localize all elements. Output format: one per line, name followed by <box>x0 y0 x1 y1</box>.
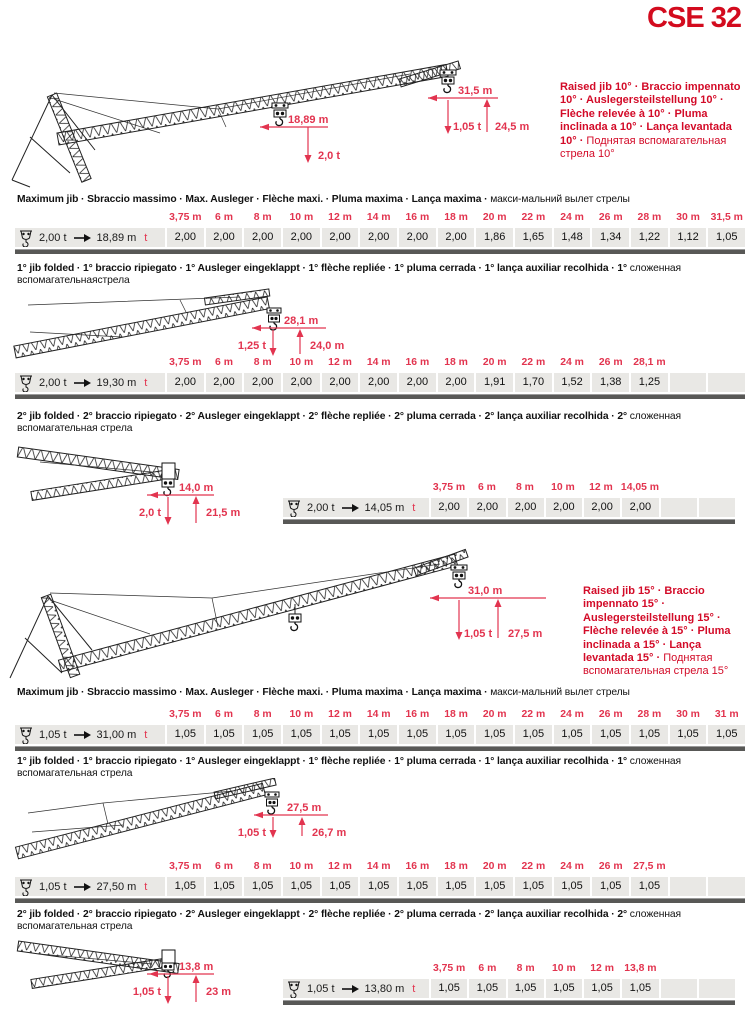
table-header-row <box>283 481 735 495</box>
arrow-right-icon <box>73 882 91 892</box>
max-load: 1,05 t <box>39 728 67 741</box>
table-row <box>15 877 745 896</box>
load-value: 1,05 <box>399 877 436 896</box>
hook-icon <box>19 374 33 392</box>
arrow-right-icon <box>73 233 91 243</box>
column-header: 8 m <box>253 709 272 720</box>
column-header: 10 m <box>552 963 576 974</box>
column-header: 16 m <box>405 212 430 223</box>
row-label <box>15 228 165 247</box>
column-header: 20 m <box>482 212 507 223</box>
column-header: 8 m <box>253 212 272 223</box>
heading-jib-folded-2-10: 2° jib folded · 2° braccio ripiegato · 2° Ausleger eingeklappt · 2° flèche repliée · 2° pluma cerrada · 2° lança auxiliar recolhida · 2° сложенная вспомагательная стрела <box>17 411 682 434</box>
note-latin: Raised jib 15° · Braccio impennato 15° · Auslegersteilstellung 15° · Flèche relevée à 15° · Pluma inclinada a 15° · Lança levantada 15° · <box>583 585 731 665</box>
tip-radius-label: 31,5 m <box>458 85 493 97</box>
column-header: 3,75 m <box>432 482 466 493</box>
column-header: 18 m <box>444 861 468 872</box>
max-load: 2,00 t <box>39 231 67 244</box>
page-title: CSE 32 <box>647 2 741 34</box>
tip-hook-icon <box>440 70 456 93</box>
radius-at-max-load: 13,80 m <box>364 982 405 995</box>
load-label: 1,05 t <box>237 827 266 839</box>
radius-at-max-load: 18,89 m <box>96 231 137 244</box>
column-header: 30 m <box>676 212 700 223</box>
column-header: 12 m <box>328 212 352 223</box>
row-label <box>15 725 165 744</box>
hook-icon <box>162 963 174 977</box>
column-header: 20 m <box>482 709 507 720</box>
column-header: 27,5 m <box>633 861 666 872</box>
height-label: 21,5 m <box>206 507 241 519</box>
hook-icon <box>287 980 301 998</box>
raised-jib-10-note <box>560 81 748 161</box>
load-value: 1,05 <box>631 725 668 744</box>
table-divider-bar <box>15 249 745 254</box>
row-label <box>283 979 429 998</box>
column-header: 14 m <box>366 709 391 720</box>
load-value: 2,00 <box>399 228 436 247</box>
load-value: 1,05 <box>515 725 552 744</box>
column-header: 22 m <box>521 709 546 720</box>
max-load: 1,05 t <box>307 982 335 995</box>
raised-jib-15-note <box>583 585 749 679</box>
load-value: 1,05 <box>554 725 591 744</box>
empty-cell <box>661 498 697 517</box>
note-russian: Поднятая вспомагательная стрела 10° <box>560 134 727 161</box>
load-table-fold1-15 <box>15 860 745 903</box>
crane-diagram-fold1-15 <box>0 778 400 863</box>
load-value: 2,00 <box>438 373 475 392</box>
load-value: 1,25 <box>631 373 668 392</box>
load-table-max-jib-10 <box>15 211 745 254</box>
load-value: 2,00 <box>322 228 359 247</box>
load-value: 1,05 <box>283 877 320 896</box>
load-value: 1,91 <box>476 373 513 392</box>
column-header: 12 m <box>328 357 352 368</box>
height-label: 24,0 m <box>310 340 345 352</box>
crane-diagram-raised-15 <box>0 538 560 688</box>
max-load: 1,05 t <box>39 880 67 893</box>
load-value: 2,00 <box>322 373 359 392</box>
row-label <box>15 877 165 896</box>
column-header: 13,8 m <box>624 963 657 974</box>
empty-cell <box>661 979 697 998</box>
column-header: 24 m <box>560 709 584 720</box>
empty-cell <box>699 498 735 517</box>
column-header: 31,5 m <box>710 212 743 223</box>
column-header: 22 m <box>521 212 546 223</box>
load-value: 1,52 <box>554 373 591 392</box>
column-header: 12 m <box>328 861 352 872</box>
load-value: 1,05 <box>584 979 620 998</box>
radius-at-max-load: 31,00 m <box>96 728 137 741</box>
load-value: 2,00 <box>584 498 620 517</box>
load-value: 2,00 <box>431 498 467 517</box>
load-value: 1,05 <box>206 877 243 896</box>
column-header: 14 m <box>366 212 391 223</box>
table-row <box>283 979 735 998</box>
column-header: 20 m <box>482 861 507 872</box>
column-header: 31 m <box>714 709 739 720</box>
table-divider-bar <box>283 519 735 524</box>
load-value: 2,00 <box>244 373 281 392</box>
column-header: 3,75 m <box>432 963 466 974</box>
load-value: 1,65 <box>515 228 552 247</box>
load-value: 2,00 <box>167 373 204 392</box>
column-header: 26 m <box>598 357 623 368</box>
load-value: 2,00 <box>167 228 204 247</box>
load-value: 1,05 <box>360 725 397 744</box>
radius-at-max-load: 14,05 m <box>364 501 405 514</box>
unit-tonnes: t <box>144 376 148 389</box>
column-header: 8 m <box>516 963 535 974</box>
load-value: 1,05 <box>322 725 359 744</box>
unit-tonnes: t <box>144 880 148 893</box>
radius-label: 28,1 m <box>284 315 319 327</box>
load-value: 1,05 <box>360 877 397 896</box>
tip-hook-icon <box>265 792 279 814</box>
table-header-row <box>15 860 745 874</box>
crane-diagram-fold1-10 <box>0 288 400 366</box>
load-value: 1,05 <box>244 725 281 744</box>
heading-jib-folded-2-15: 2° jib folded · 2° braccio ripiegato · 2° Ausleger eingeklappt · 2° flèche repliée · 2° pluma cerrada · 2° lança auxiliar recolhida · 2° сложенная вспомагательная стрела <box>17 909 682 932</box>
load-value: 1,34 <box>592 228 629 247</box>
load-value: 1,05 <box>431 979 467 998</box>
column-header: 30 m <box>676 709 700 720</box>
column-header: 10 m <box>289 709 314 720</box>
heading-maximum-jib-2: Maximum jib · Sbraccio massimo · Max. Ausleger · Flèche maxi. · Pluma maxima · Lança maxima · макси-мальний вылет стрелы <box>17 687 630 698</box>
empty-cell <box>708 877 745 896</box>
column-header: 6 m <box>215 709 233 720</box>
hook-icon <box>19 878 33 896</box>
tip-load-label: 1,05 t <box>453 121 482 133</box>
column-header: 8 m <box>253 357 272 368</box>
note-latin: Raised jib 10° · Braccio impennato 10° · Auslegersteilstellung 10° · Flèche relevée à 10° · Pluma inclinada a 10° · Lança levantada 10° · <box>560 81 741 147</box>
empty-cell <box>708 373 745 392</box>
load-value: 1,12 <box>670 228 707 247</box>
turret <box>162 950 175 964</box>
empty-cell <box>670 373 707 392</box>
height-label: 23 m <box>206 986 232 998</box>
load-value: 1,48 <box>554 228 591 247</box>
load-value: 1,70 <box>515 373 552 392</box>
column-header: 14 m <box>366 357 391 368</box>
arrow-right-icon <box>73 730 91 740</box>
heading-maximum-jib-1: Maximum jib · Sbraccio massimo · Max. Ausleger · Flèche maxi. · Pluma maxima · Lança maxima · макси-мальний вылет стрелы <box>17 194 630 205</box>
load-value: 1,05 <box>167 877 204 896</box>
hook-icon <box>19 726 33 744</box>
table-header-row <box>15 708 745 722</box>
tip-hook-icon <box>451 565 467 588</box>
load-value: 1,05 <box>592 877 629 896</box>
load-label: 2,0 t <box>138 507 161 519</box>
load-value: 1,05 <box>631 877 668 896</box>
trolley-hook-icon <box>272 103 288 126</box>
column-header: 24 m <box>560 861 584 872</box>
column-header: 28 m <box>637 212 662 223</box>
load-value: 1,05 <box>708 228 745 247</box>
load-value: 2,00 <box>206 228 243 247</box>
crane-diagram-fold2-10 <box>0 435 260 535</box>
column-header: 6 m <box>215 861 233 872</box>
load-value: 1,05 <box>476 725 513 744</box>
column-header: 6 m <box>215 357 233 368</box>
hook-icon <box>162 479 174 496</box>
column-header: 18 m <box>444 357 468 368</box>
load-value: 2,00 <box>244 228 281 247</box>
column-header: 20 m <box>482 357 507 368</box>
heading-jib-folded-1-10: 1° jib folded · 1° braccio ripiegato · 1° Ausleger eingeklappt · 1° flèche repliée · 1° pluma cerrada · 1° lança auxiliar recolhida · 1° сложенная вспомагательнаястрела <box>17 263 682 286</box>
empty-cell <box>699 979 735 998</box>
hook-icon <box>19 229 33 247</box>
table-divider-bar <box>15 394 745 399</box>
load-table-max-jib-15 <box>15 708 745 751</box>
column-header: 3,75 m <box>169 357 202 368</box>
load-value: 2,00 <box>206 373 243 392</box>
load-value: 2,00 <box>469 498 505 517</box>
load-value: 1,05 <box>515 877 552 896</box>
column-header: 28,1 m <box>633 357 666 368</box>
column-header: 3,75 m <box>169 709 202 720</box>
load-value: 2,00 <box>508 498 544 517</box>
column-header: 24 m <box>560 357 584 368</box>
empty-cell <box>670 877 707 896</box>
load-value: 1,05 <box>206 725 243 744</box>
column-header: 3,75 m <box>169 212 202 223</box>
crane-diagram-fold2-15 <box>0 938 260 1024</box>
column-header: 14,05 m <box>620 482 660 493</box>
column-header: 26 m <box>598 709 623 720</box>
tip-radius-label: 31,0 m <box>468 585 503 597</box>
column-header: 8 m <box>516 482 534 493</box>
column-header: 10 m <box>289 357 314 368</box>
load-value: 1,05 <box>438 725 475 744</box>
unit-tonnes: t <box>144 231 148 244</box>
column-header: 3,75 m <box>169 861 202 872</box>
load-label: 1,25 t <box>237 340 266 352</box>
tip-height-label: 27,5 m <box>508 628 543 640</box>
radius-label: 13,8 m <box>179 961 214 973</box>
unit-tonnes: t <box>412 982 416 995</box>
load-value: 1,22 <box>631 228 668 247</box>
table-row <box>283 498 735 517</box>
column-header: 8 m <box>253 861 272 872</box>
load-value: 2,00 <box>360 373 397 392</box>
load-value: 1,05 <box>508 979 544 998</box>
load-value: 2,00 <box>399 373 436 392</box>
load-value: 1,05 <box>283 725 320 744</box>
load-label: 1,05 t <box>132 986 161 998</box>
load-value: 1,05 <box>469 979 505 998</box>
crane-diagram-raised-10 <box>0 55 545 205</box>
table-divider-bar <box>15 898 745 903</box>
arrow-right-icon <box>341 503 359 513</box>
table-header-row <box>283 962 735 976</box>
tip-hook-icon <box>267 308 281 330</box>
column-header: 22 m <box>521 861 546 872</box>
radius-at-max-load: 19,30 m <box>96 376 137 389</box>
column-header: 16 m <box>405 709 430 720</box>
tip-load-label: 1,05 t <box>464 628 493 640</box>
column-header: 6 m <box>215 212 233 223</box>
load-value: 1,05 <box>244 877 281 896</box>
arrow-right-icon <box>341 984 359 994</box>
turret <box>162 463 175 479</box>
load-value: 1,05 <box>670 725 707 744</box>
table-header-row <box>15 211 745 225</box>
column-header: 10 m <box>289 212 314 223</box>
column-header: 12 m <box>328 709 352 720</box>
column-header: 26 m <box>598 212 623 223</box>
column-header: 14 m <box>366 861 391 872</box>
row-label <box>283 498 429 517</box>
load-value: 1,05 <box>167 725 204 744</box>
table-row <box>15 725 745 744</box>
mid-radius-label: 18,89 m <box>288 114 329 126</box>
column-header: 18 m <box>444 212 468 223</box>
column-header: 12 m <box>590 963 614 974</box>
load-value: 2,00 <box>622 498 658 517</box>
load-value: 1,05 <box>438 877 475 896</box>
radius-label: 14,0 m <box>179 482 214 494</box>
table-header-row <box>15 356 745 370</box>
column-header: 16 m <box>405 357 430 368</box>
column-header: 10 m <box>289 861 314 872</box>
table-divider-bar <box>283 1000 735 1005</box>
load-value: 1,05 <box>592 725 629 744</box>
arrow-right-icon <box>73 378 91 388</box>
column-header: 28 m <box>637 709 662 720</box>
column-header: 18 m <box>444 709 468 720</box>
heading-jib-folded-1-15: 1° jib folded · 1° braccio ripiegato · 1° Ausleger eingeklappt · 1° flèche repliée · 1° pluma cerrada · 1° lança auxiliar recolhida · 1° сложенная вспомагательная стрела <box>17 756 682 779</box>
column-header: 26 m <box>598 861 623 872</box>
load-value: 1,05 <box>399 725 436 744</box>
load-table-fold2-10 <box>283 481 735 524</box>
load-value: 2,00 <box>546 498 582 517</box>
load-table-fold2-15 <box>283 962 735 1005</box>
trolley-hook-icon <box>289 614 301 631</box>
load-value: 1,05 <box>476 877 513 896</box>
load-value: 1,05 <box>622 979 658 998</box>
height-label: 26,7 m <box>312 827 347 839</box>
load-value: 2,00 <box>283 228 320 247</box>
column-header: 22 m <box>521 357 546 368</box>
mid-load-label: 2,0 t <box>318 150 341 162</box>
row-label <box>15 373 165 392</box>
unit-tonnes: t <box>144 728 148 741</box>
table-divider-bar <box>15 746 745 751</box>
table-row <box>15 373 745 392</box>
load-value: 1,38 <box>592 373 629 392</box>
load-value: 1,05 <box>554 877 591 896</box>
tip-height-label: 24,5 m <box>495 121 530 133</box>
note-russian: Поднятая вспомагательная стрела 15° <box>583 652 729 678</box>
load-value: 2,00 <box>283 373 320 392</box>
load-value: 1,05 <box>708 725 745 744</box>
hook-icon <box>287 499 301 517</box>
load-value: 1,86 <box>476 228 513 247</box>
column-header: 6 m <box>478 482 496 493</box>
load-value: 1,05 <box>322 877 359 896</box>
unit-tonnes: t <box>412 501 416 514</box>
load-table-fold1-10 <box>15 356 745 399</box>
column-header: 10 m <box>551 482 575 493</box>
radius-label: 27,5 m <box>287 802 322 814</box>
max-load: 2,00 t <box>307 501 335 514</box>
max-load: 27,50 m <box>96 880 137 893</box>
max-load: 2,00 t <box>39 376 67 389</box>
column-header: 24 m <box>560 212 584 223</box>
column-header: 6 m <box>478 963 497 974</box>
load-value: 2,00 <box>360 228 397 247</box>
load-value: 2,00 <box>438 228 475 247</box>
column-header: 16 m <box>405 861 430 872</box>
column-header: 12 m <box>589 482 613 493</box>
load-value: 1,05 <box>546 979 582 998</box>
table-row <box>15 228 745 247</box>
